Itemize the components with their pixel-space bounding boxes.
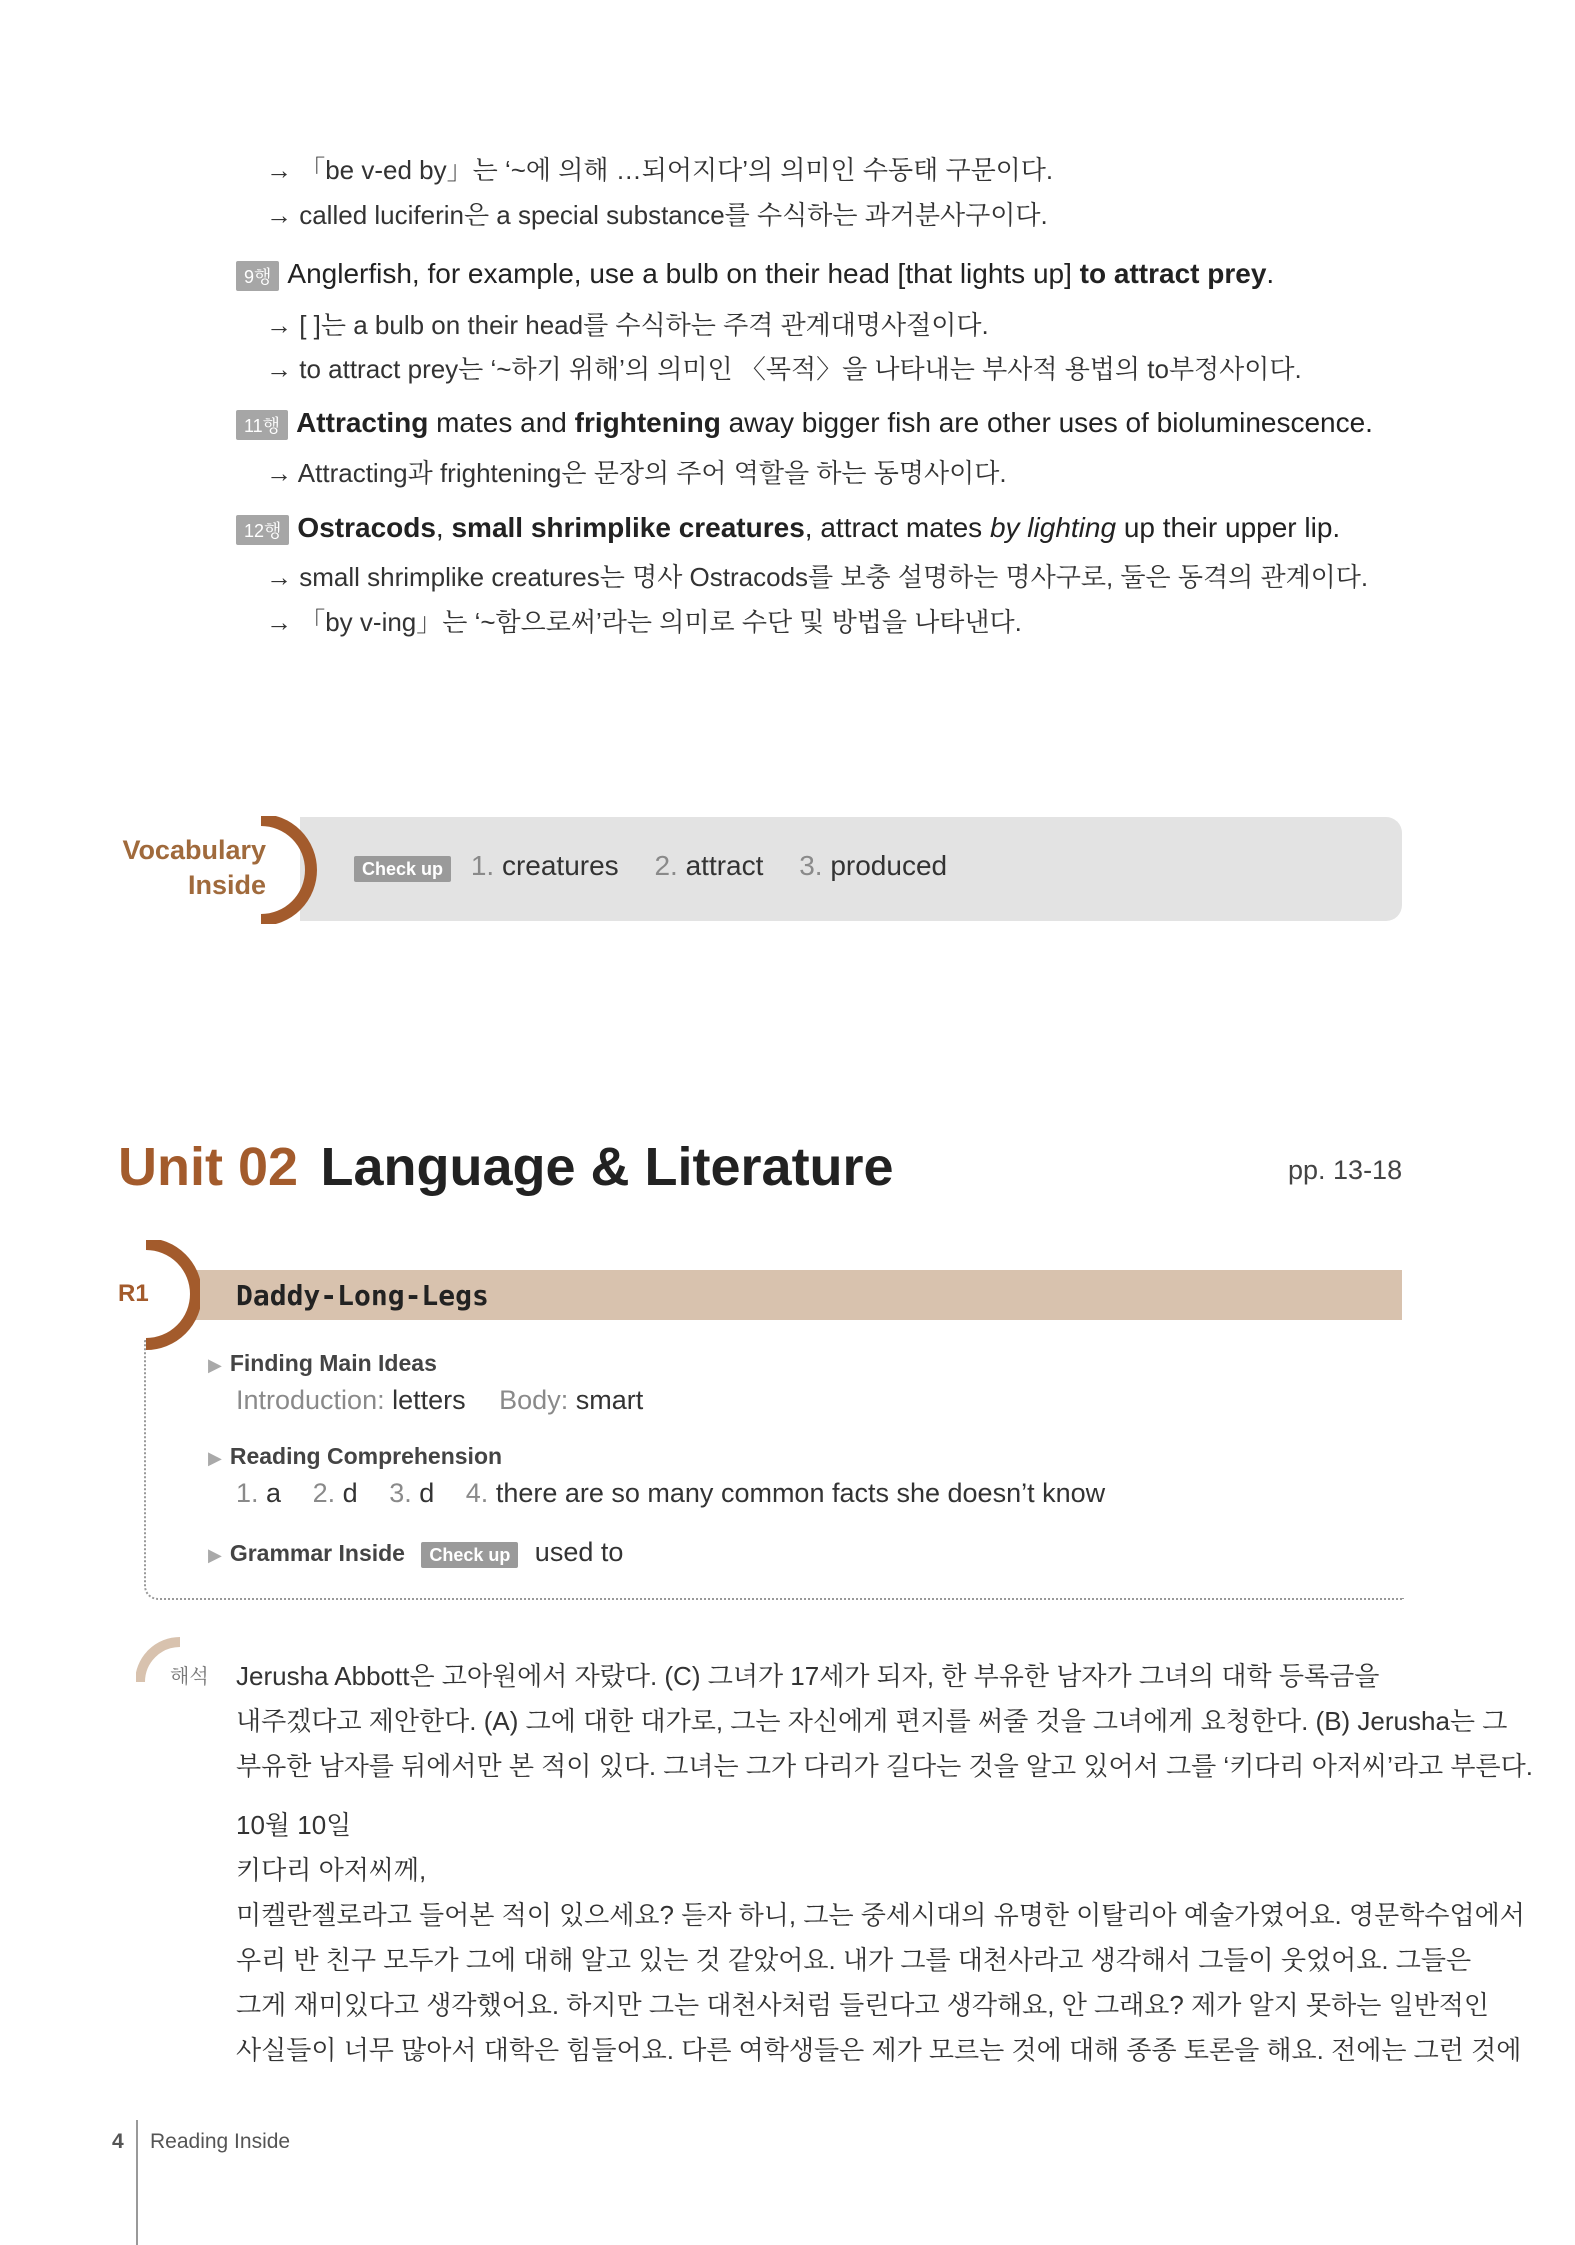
checkup-badge: Check up [421, 1542, 518, 1568]
unit-heading [118, 1136, 894, 1198]
note-passive: → 「be v-ed by」는 ‘~에 의해 …되어지다’의 의미인 수동태 구문이다. [266, 155, 1054, 185]
reading-comprehension-heading: ▶ Reading Comprehension [208, 1443, 503, 1469]
translation-body: Jerusha Abbott은 고아원에서 자랐다. (C) 그녀가 17세가 되자, 한 부유한 남자가 그녀의 대학 등록금을 내주겠다고 제안한다. (A) 그에 대한 대가로, 그는 자신에게 편지를 써줄 것을 그녀에게 요청한다. (B) Jerusha는 그 부유한 남자를 뒤에서만 본 적이 있다. 그녀는 그가 다리가 길다는 것을 알고 있어서 그를 ‘키다리 아저씨’라고 부른다. 10월 10일 키다리 아저씨께, 미켈란젤로라고 들어본 적이 있으세요? 듣자 하니, 그는 중세시대의 유명한 이탈리아 예술가였어요. 영문학수업에서 우리 반 친구 모두가 그에 대해 알고 있는 것 같았어요. 내가 그를 대천사라고 생각해서 그들이 웃었어요. 그들은 그게 재미있다고 생각했어요. 하지만 그는 대천사처럼 들린다고 생각해요, 안 그래요? 제가 알지 못하는 일반적인 사실들이 너무 많아서 대학은 힘들어요. 다른 여학생들은 제가 모르는 것에 대해 종종 토론을 해요. 전에는 그런 것에 [236, 1661, 1533, 2065]
reading-comprehension-answers: 1. a 2. d 3. d 4. there are so many common facts she doesn’t know [236, 1478, 1106, 1508]
translation-label: 해석 [170, 1666, 209, 1688]
note-12-2: → 「by v-ing」는 ‘~함으로써’라는 의미로 수단 및 방법을 나타낸다. [266, 607, 1022, 637]
vocabulary-title: Vocabulary Inside [122, 835, 266, 900]
note-11-1: → Attracting과 frightening은 문장의 주어 역할을 하는 동명사이다. [266, 458, 1007, 488]
r1-arc-icon [140, 1240, 200, 1350]
grammar-inside-heading: ▶ Grammar Inside Check up used to [208, 1537, 624, 1567]
unit-number: Unit 02 [118, 1137, 299, 1197]
main-ideas-heading: ▶ Finding Main Ideas [208, 1350, 437, 1376]
line-tag: 12행 [236, 515, 289, 545]
vocab-arc-icon [255, 816, 335, 924]
sentence-11: 11행 Attracting mates and frightening away bigger fish are other uses of bioluminescence. [236, 407, 1373, 440]
note-9-1: → [ ]는 a bulb on their head를 수식하는 주격 관계대명사절이다. [266, 310, 989, 340]
line-tag: 11행 [236, 410, 288, 440]
unit-title: Language & Literature [320, 1137, 894, 1197]
main-ideas-answer: Introduction: letters Body: smart [236, 1385, 644, 1415]
triangle-icon: ▶ [208, 1545, 222, 1565]
grammar-answer: used to [534, 1537, 624, 1567]
sentence-12: 12행 Ostracods, small shrimplike creatures, attract mates by lighting up their upper lip. [236, 512, 1340, 545]
r1-title: Daddy-Long-Legs [236, 1279, 489, 1312]
note-12-1: → small shrimplike creatures는 명사 Ostracods를 보충 설명하는 명사구로, 둘은 동격의 관계이다. [266, 562, 1369, 592]
line-tag: 9행 [236, 261, 279, 291]
page-number: 4 [112, 2130, 124, 2153]
checkup-badge: Check up [354, 856, 451, 882]
vocabulary-answers: Check up 1. creatures 2. attract 3. produced [354, 850, 947, 882]
book-title: Reading Inside [150, 2130, 291, 2153]
note-9-2: → to attract prey는 ‘~하기 위해’의 의미인 〈목적〉을 나타내는 부사적 용법의 to부정사이다. [266, 354, 1302, 384]
triangle-icon: ▶ [208, 1355, 222, 1375]
footer-divider [136, 2120, 138, 2245]
page-range: pp. 13-18 [1288, 1155, 1403, 1185]
sentence-9: 9행 Anglerfish, for example, use a bulb on their head [that lights up] to attract prey. [236, 258, 1274, 291]
note-participle: → called luciferin은 a special substance를 수식하는 과거분사구이다. [266, 200, 1048, 230]
r1-label: R1 [118, 1280, 149, 1307]
triangle-icon: ▶ [208, 1448, 222, 1468]
